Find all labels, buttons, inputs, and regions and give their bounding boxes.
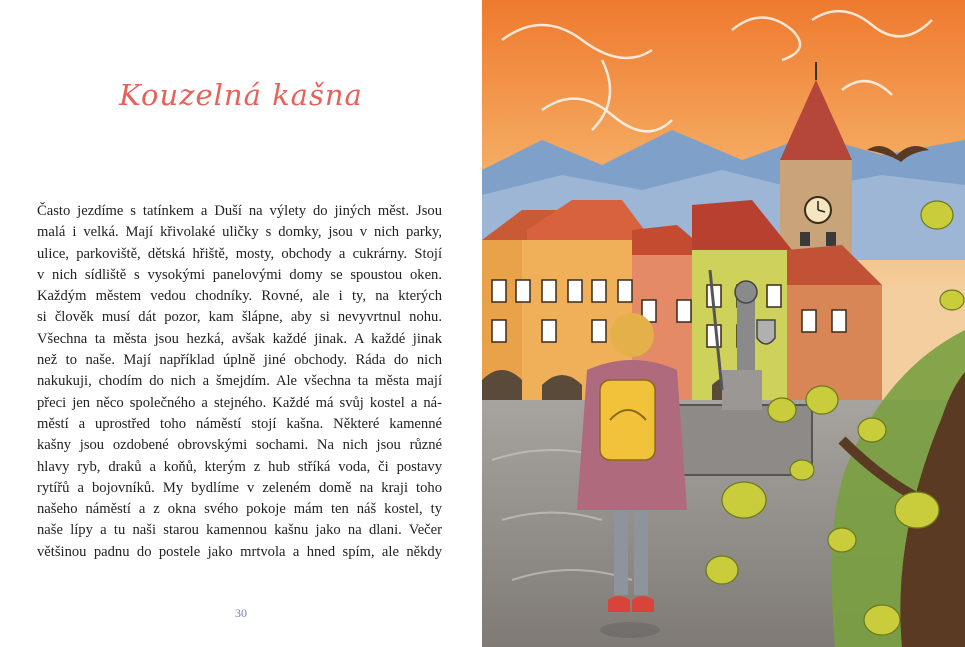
text-line: hlavy ryb, draků a koňů, kterým z hub stříká voda, či postavy bbox=[37, 458, 442, 475]
body-text bbox=[37, 201, 442, 563]
text-line: malá i velká. Mají křivolaké uličky s domky, jsou v nich parky, bbox=[37, 224, 442, 241]
town-square-illustration bbox=[482, 0, 965, 647]
text-line: si člověk musí dát pozor, kam šlápne, aby si nevyvrtnul nohu. bbox=[37, 309, 442, 326]
text-line: kašny jsou ozdobené obrovskými sochami. Na nich jsou různé bbox=[37, 437, 442, 454]
text-line: rytířů a bojovníků. My bydlíme v zeleném domě na kraji toho bbox=[37, 479, 442, 496]
text-line: ulice, parkoviště, dětská hřiště, mosty, obchody a cukrárny. Stojí bbox=[37, 245, 442, 262]
text-line: městí a uprostřed toho náměstí stojí kašna. Některé kamenné bbox=[37, 415, 442, 432]
text-line: Často jezdíme s tatínkem a Duší na výlety do jiných měst. Jsou bbox=[37, 203, 442, 219]
text-line: Každým městem vedou chodníky. Rovné, ale i ty, na kterých bbox=[37, 288, 442, 305]
text-line: naše lípy a tu naši starou kamennou kašnu jako na dlani. Večer bbox=[37, 522, 442, 539]
text-line: v nich sídliště s vysokými panelovými domy se spoustou oken. bbox=[37, 266, 442, 283]
text-line: našeho náměstí a z okna svého pokoje mám ten náš kostel, ty bbox=[37, 501, 442, 518]
chapter-title: Kouzelná kašna bbox=[119, 78, 363, 112]
page-number: 30 bbox=[235, 606, 247, 620]
text-line: než to naše. Mají například úplně jiné obchody. Ráda do nich bbox=[37, 352, 442, 369]
text-line: většinou padnu do postele jako mrtvola a hned spím, ale někdy bbox=[37, 543, 442, 560]
text-line: nakukuji, chodím do nich a šmejdím. Ale všechna ta města mají bbox=[37, 373, 442, 390]
text-line: Všechna ta města jsou hezká, avšak každé jinak. A každé jinak bbox=[37, 330, 442, 347]
text-line: přeci jen něco společného a stejného. Každé má svůj kostel a ná- bbox=[37, 394, 442, 411]
left-page bbox=[0, 0, 482, 647]
